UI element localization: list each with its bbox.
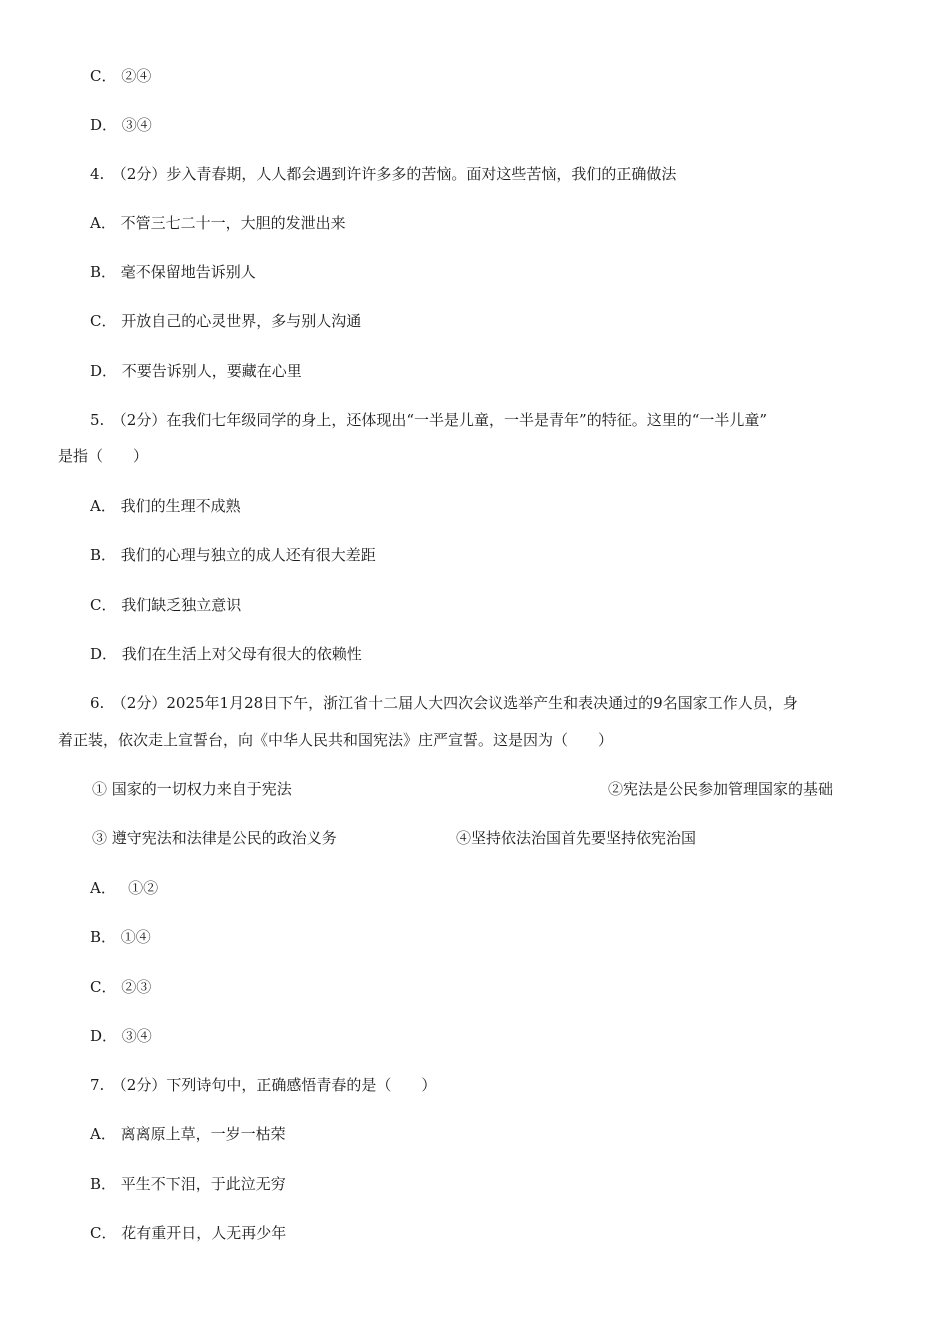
question-6-stem: 6. （2分）2025年1月28日下午，浙江省十二届人大四次会议选举产生和表决通过的9名国家工作人员，身 xyxy=(90,694,798,712)
q4-option-d: D． 不要告诉别人，要藏在心里 xyxy=(90,362,302,380)
question-5-stem-continued: 是指（ ） xyxy=(58,447,149,465)
question-4-stem: 4. （2分）步入青春期，人人都会遇到许许多多的苦恼。面对这些苦恼，我们的正确做法 xyxy=(90,165,677,183)
q4-option-b: B． 毫不保留地告诉别人 xyxy=(90,263,256,281)
q4-option-a: A． 不管三七二十一，大胆的发泄出来 xyxy=(90,214,346,232)
q6-option-d: D． ③④ xyxy=(90,1027,152,1045)
q4-option-c: C． 开放自己的心灵世界，多与别人沟通 xyxy=(90,312,362,330)
question-7-stem: 7. （2分）下列诗句中，正确感悟青春的是（ ） xyxy=(90,1076,437,1094)
option-d-prev: D． ③④ xyxy=(90,116,152,134)
q5-option-a: A． 我们的生理不成熟 xyxy=(90,497,241,515)
q6-option-c: C． ②③ xyxy=(90,978,152,996)
q5-option-c: C． 我们缺乏独立意识 xyxy=(90,596,242,614)
q5-option-d: D． 我们在生活上对父母有很大的依赖性 xyxy=(90,645,362,663)
option-c-prev: C． ②④ xyxy=(90,67,152,85)
q6-statement-1: ① 国家的一切权力来自于宪法 xyxy=(92,780,292,798)
question-5-stem: 5. （2分）在我们七年级同学的身上，还体现出“一半是儿童，一半是青年”的特征。这里的“一半儿童” xyxy=(90,411,768,429)
q5-option-b: B． 我们的心理与独立的成人还有很大差距 xyxy=(90,546,376,564)
q6-statement-3: ③ 遵守宪法和法律是公民的政治义务 xyxy=(92,829,337,847)
q6-option-b: B． ①④ xyxy=(90,928,151,946)
q6-statement-2: ②宪法是公民参加管理国家的基础 xyxy=(608,780,834,798)
q6-option-a: A． ①② xyxy=(90,879,159,897)
q7-option-c: C． 花有重开日，人无再少年 xyxy=(90,1224,287,1242)
question-6-stem-continued: 着正装，依次走上宣誓台，向《中华人民共和国宪法》庄严宣誓。这是因为（ ） xyxy=(58,731,614,749)
q6-statement-4: ④坚持依法治国首先要坚持依宪治国 xyxy=(456,829,697,847)
q7-option-b: B． 平生不下泪，于此泣无穷 xyxy=(90,1175,286,1193)
q7-option-a: A． 离离原上草，一岁一枯荣 xyxy=(90,1125,286,1143)
